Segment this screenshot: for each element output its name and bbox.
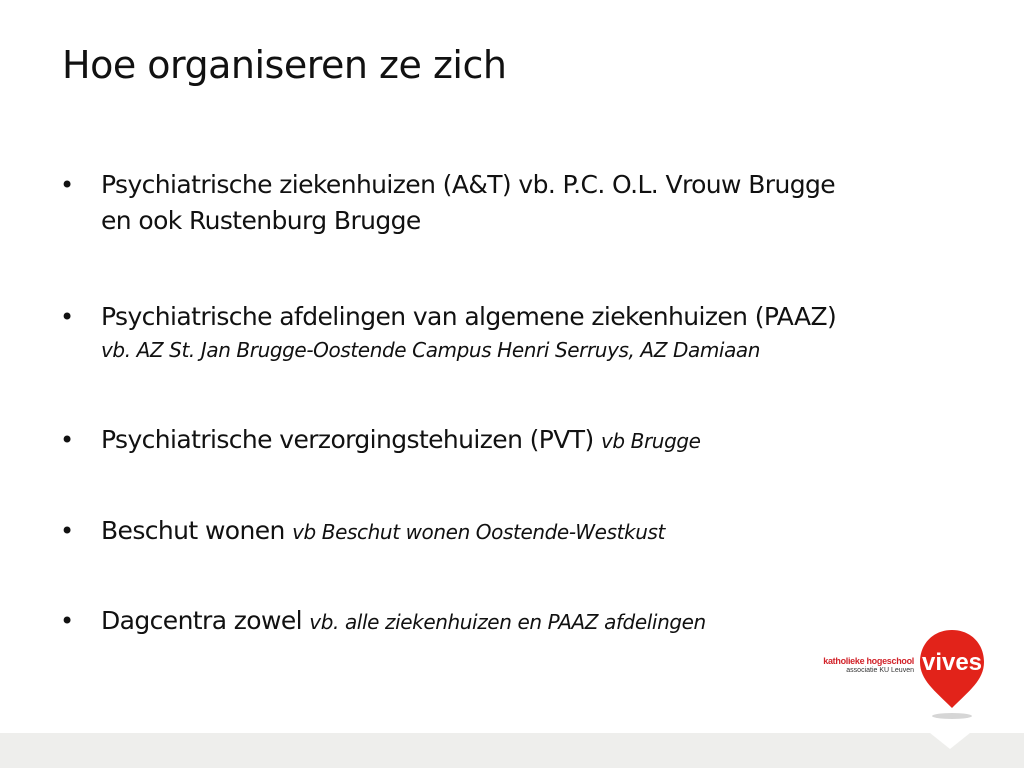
bullet-5-example: vb. alle ziekenhuizen en PAAZ afdelingen <box>309 610 706 634</box>
bullet-item-2 <box>60 299 960 365</box>
vives-drop-icon <box>916 628 988 723</box>
bullet-item-3 <box>60 422 960 459</box>
logo-text <box>823 656 914 674</box>
bullet-3-main: Psychiatrische verzorgingstehuizen (PVT) <box>101 425 601 454</box>
slide-title: Hoe organiseren ze zich <box>62 43 507 87</box>
bullet-1-line-2: en ook Rustenburg Brugge <box>101 206 421 235</box>
footer-notch-icon <box>930 733 970 749</box>
bullet-marker: • <box>60 303 74 331</box>
bullet-3-example: vb Brugge <box>600 429 701 453</box>
bullet-2-line-1: Psychiatrische afdelingen van algemene ziekenhuizen (PAAZ) <box>101 302 837 331</box>
bullet-1-line-1: Psychiatrische ziekenhuizen (A&T) vb. P.C. O.L. Vrouw Brugge <box>101 170 836 199</box>
bullet-4-example: vb Beschut wonen Oostende-Westkust <box>292 520 665 544</box>
bullet-4-main: Beschut wonen <box>101 516 293 545</box>
logo-brand: vives <box>921 649 983 676</box>
bullet-item-1 <box>60 167 960 239</box>
bullet-5-main: Dagcentra zowel <box>101 606 310 635</box>
bullet-marker: • <box>60 607 74 635</box>
logo-line-1: katholieke hogeschool <box>823 656 914 666</box>
logo-line-2: associatie KU Leuven <box>846 667 914 674</box>
bullet-marker: • <box>60 171 74 199</box>
bullet-item-5 <box>60 603 960 640</box>
footer-band <box>0 733 1024 768</box>
bullet-marker: • <box>60 426 74 454</box>
bullet-item-4 <box>60 513 960 550</box>
vives-logo <box>823 628 988 723</box>
bullet-marker: • <box>60 517 74 545</box>
bullet-2-example: vb. AZ St. Jan Brugge-Oostende Campus Henri Serruys, AZ Damiaan <box>101 338 761 362</box>
